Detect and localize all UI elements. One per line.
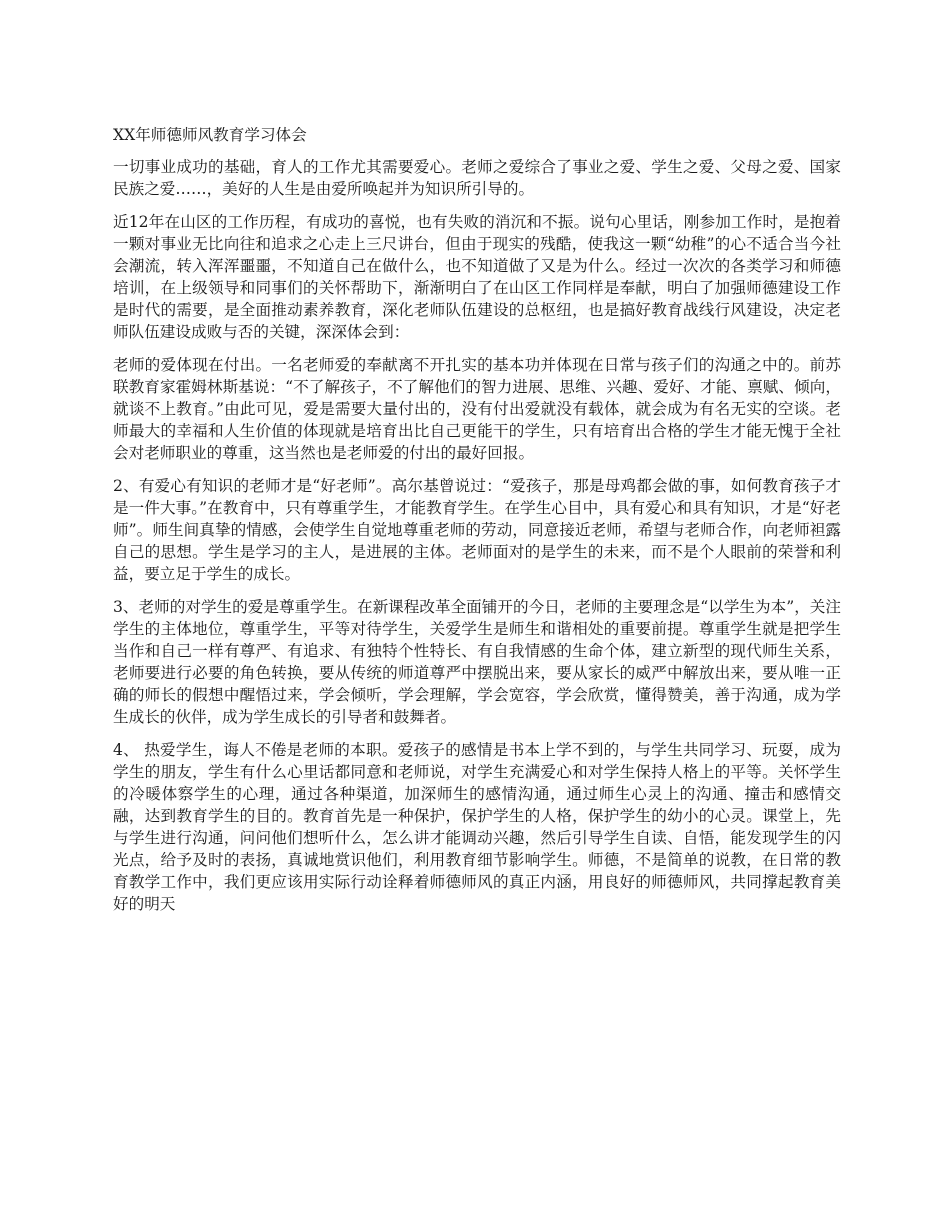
paragraph-point-2: 2、有爱心有知识的老师才是“好老师”。高尔基曾说过：“爱孩子，那是母鸡都会做的事，如何教育孩子才是一件大事。”在教育中，只有尊重学生，才能教育学生。在学生心目中，具有爱心和具有知识，才是“好老师”。师生间真挚的情感，会使学生自觉地尊重老师的劳动，同意接近老师，希望与老师合作，向老师袒露自己的思想。学生是学习的主人，是进展的主体。老师面对的是学生的未来，而不是个人眼前的荣誉和利益，要立足于学生的成长。 bbox=[113, 477, 841, 583]
paragraph-intro: 一切事业成功的基础，育人的工作尤其需要爱心。老师之爱综合了事业之爱、学生之爱、父母之爱、国家民族之爱……，美好的人生是由爱所唤起并为知识所引导的。 bbox=[113, 158, 841, 198]
paragraph-love-giving: 老师的爱体现在付出。一名老师爱的奉献离不开扎实的基本功并体现在日常与孩子们的沟通之中的。前苏联教育家霍姆林斯基说：“不了解孩子，不了解他们的智力进展、思维、兴趣、爱好、才能、禀赋、倾向，就谈不上教育。”由此可见，爱是需要大量付出的，没有付出爱就没有载体，就会成为有名无实的空谈。老师最大的幸福和人生价值的体现就是培育出比自己更能干的学生，只有培育出合格的学生才能无愧于全社会对老师职业的尊重，这当然也是老师爱的付出的最好回报。 bbox=[113, 356, 841, 462]
paragraph-point-4: 4、 热爱学生，诲人不倦是老师的本职。爱孩子的感情是书本上学不到的，与学生共同学习、玩耍，成为学生的朋友，学生有什么心里话都同意和老师说，对学生充满爱心和对学生保持人格上的平等。关怀学生的冷暖体察学生的心理，通过各种渠道，加深师生的感情沟通，通过师生心灵上的沟通、撞击和感情交融，达到教育学生的目的。教育首先是一种保护，保护学生的人格，保护学生的幼小的心灵。课堂上，先与学生进行沟通，问问他们想听什么，怎么讲才能调动兴趣，然后引导学生自读、自悟，能发现学生的闪光点，给予及时的表扬，真诚地赏识他们，利用教育细节影响学生。师德，不是简单的说教，在日常的教育教学工作中，我们更应该用实际行动诠释着师德师风的真正内涵，用良好的师德师风，共同撑起教育美好的明天 bbox=[113, 741, 841, 913]
paragraph-point-3: 3、老师的对学生的爱是尊重学生。在新课程改革全面铺开的今日，老师的主要理念是“以学生为本”，关注学生的主体地位，尊重学生，平等对待学生，关爱学生是师生和谐相处的重要前提。尊重学生就是把学生当作和自己一样有尊严、有追求、有独特个性特长、有自我情感的生命个体，建立新型的现代师生关系，老师要进行必要的角色转换，要从传统的师道尊严中摆脱出来，要从家长的威严中解放出来，要从唯一正确的师长的假想中醒悟过来，学会倾听，学会理解，学会宽容，学会欣赏，懂得赞美，善于沟通，成为学生成长的伙伴，成为学生成长的引导者和鼓舞者。 bbox=[113, 598, 841, 726]
document-title: XX年师德师风教育学习体会 bbox=[113, 126, 307, 144]
document-page bbox=[113, 124, 841, 926]
paragraph-experience: 近12年在山区的工作历程，有成功的喜悦，也有失败的消沉和不振。说句心里话，刚参加工作时，是抱着一颗对事业无比向往和追求之心走上三尺讲台，但由于现实的残酷，使我这一颗“幼稚”的心不适合当今社会潮流，转入浑浑噩噩，不知道自己在做什么，也不知道做了又是为什么。经过一次次的各类学习和师德培训，在上级领导和同事们的关怀帮助下，渐渐明白了在山区工作同样是奉献，明白了加强师德建设工作是时代的需要，是全面推动素养教育，深化老师队伍建设的总枢纽，也是搞好教育战线行风建设，决定老师队伍建设成败与否的关键，深深体会到： bbox=[113, 213, 841, 341]
